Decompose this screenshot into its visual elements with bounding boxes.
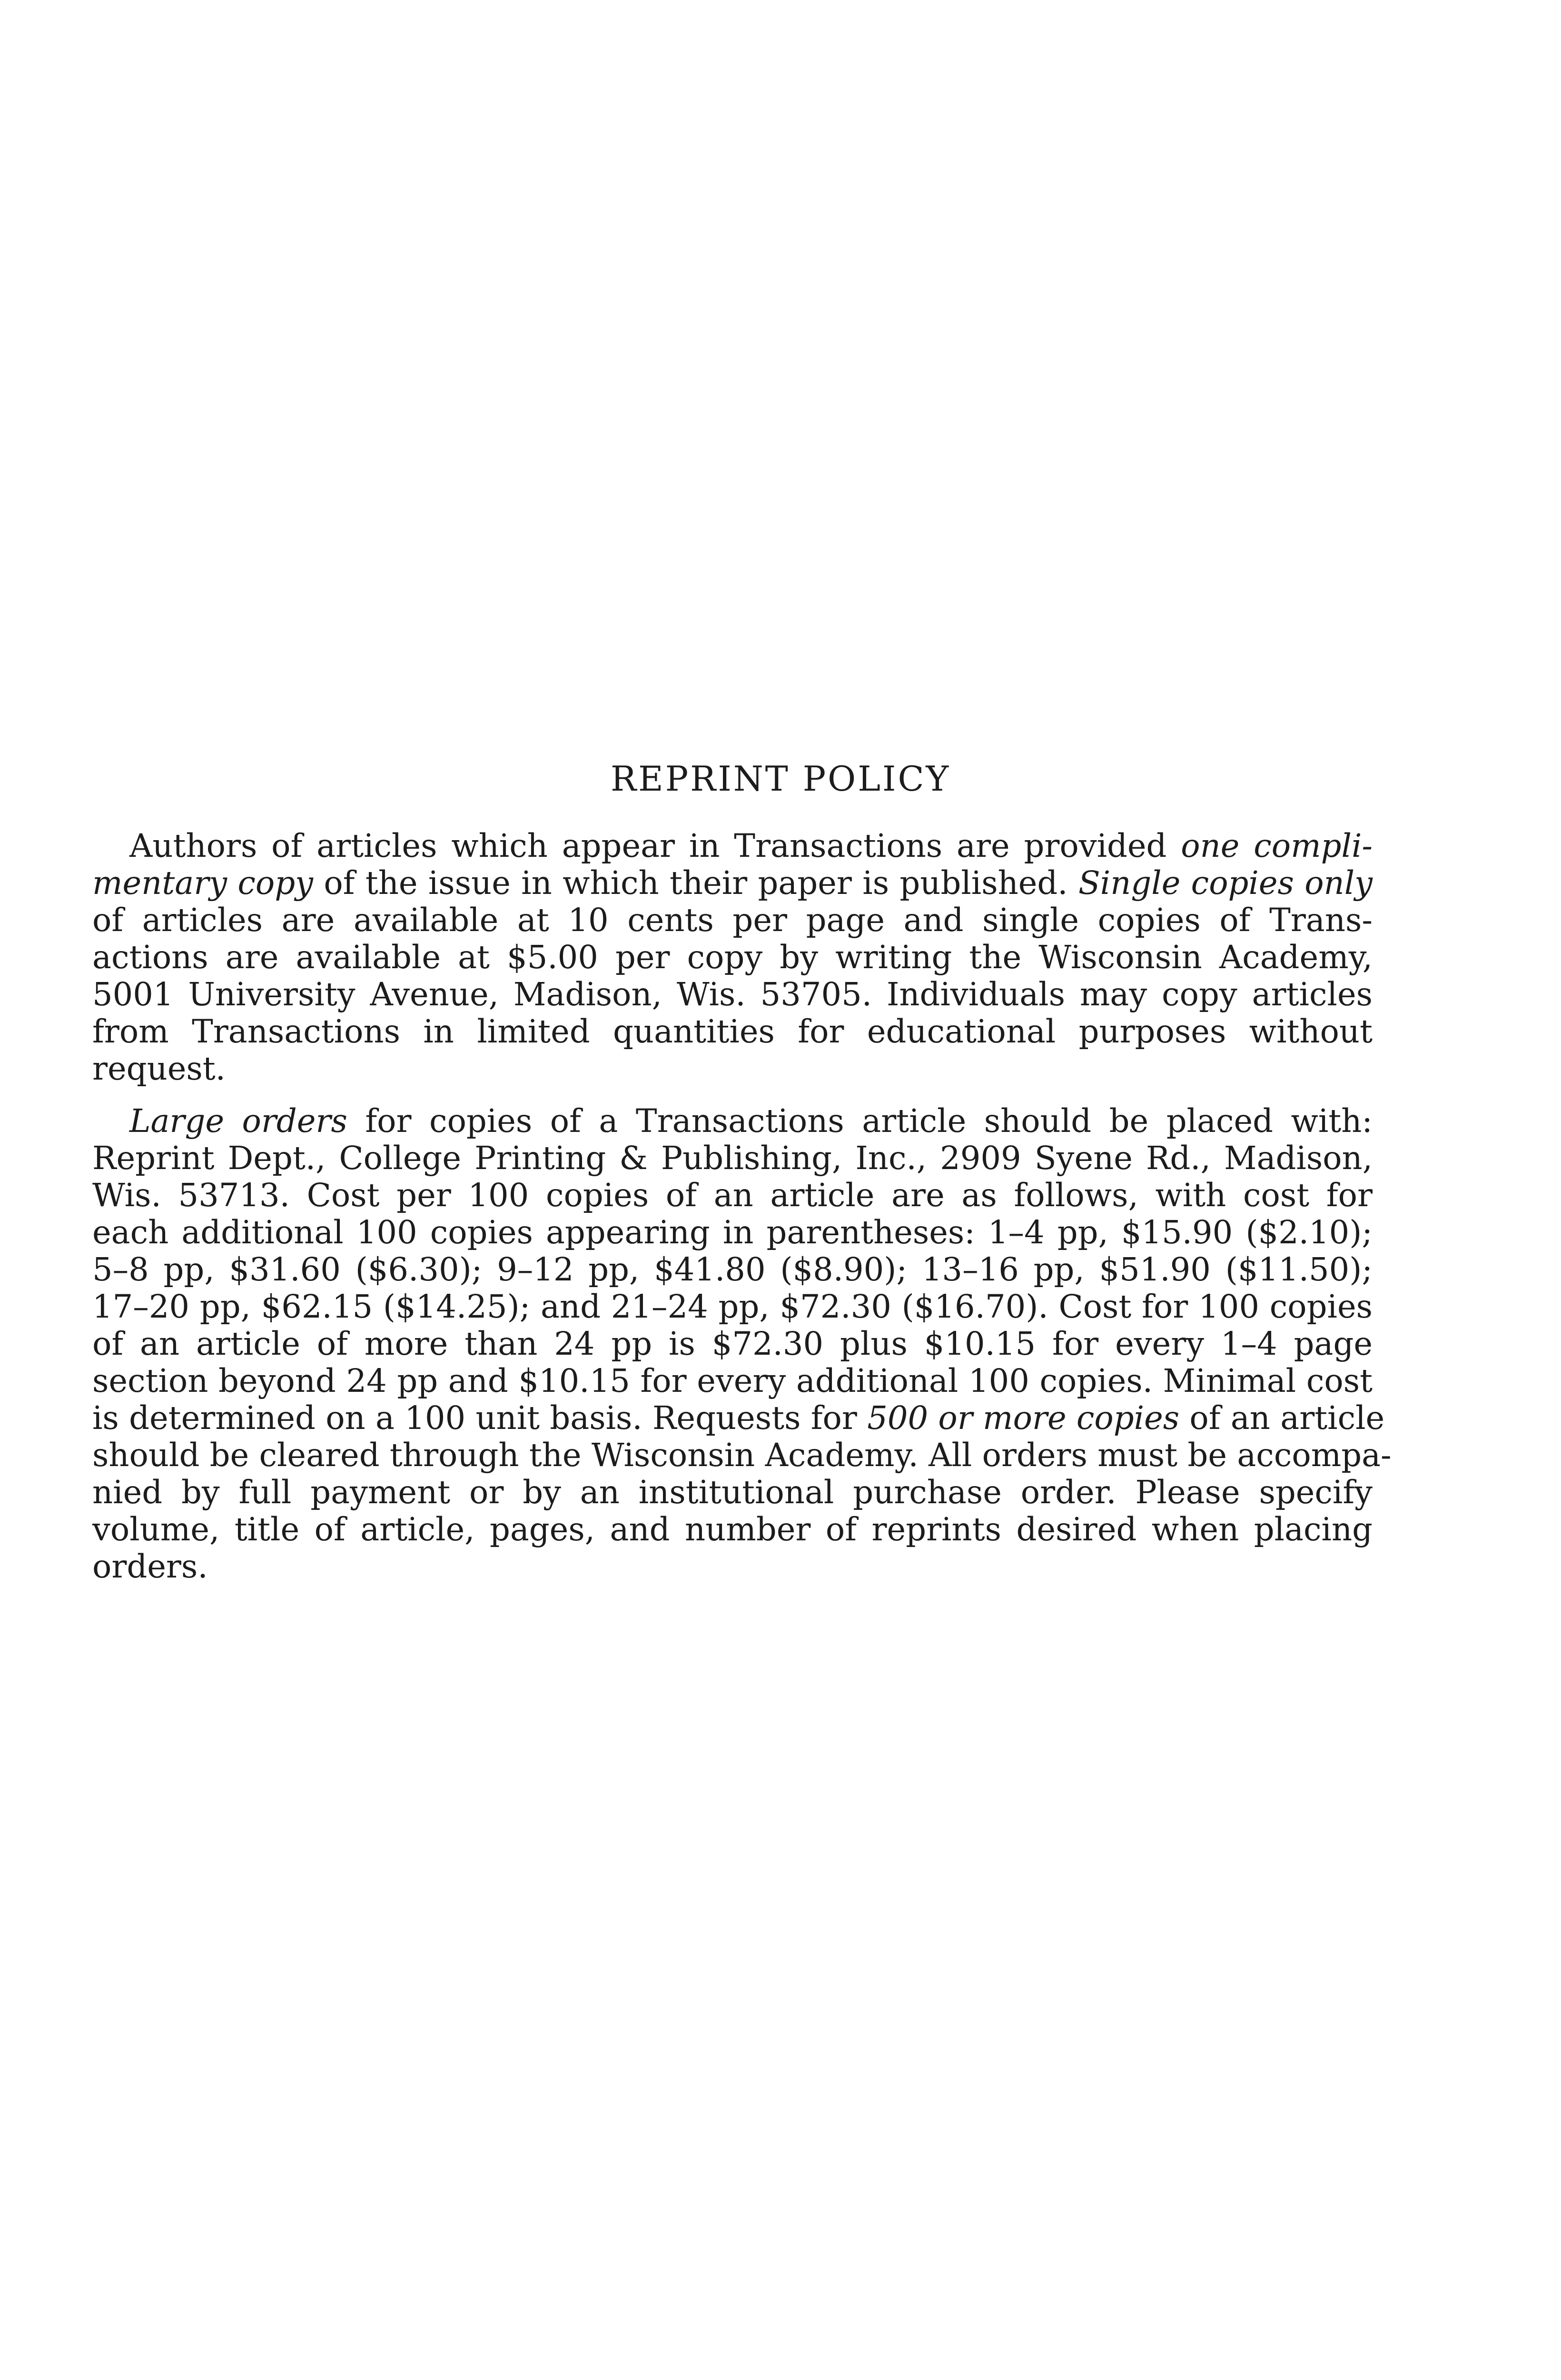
paragraph-line: orders.: [92, 1548, 208, 1585]
emphasis-text: one compli-: [1181, 827, 1373, 864]
paragraph-line: of articles are available at 10 cents per page and single copies of Trans-: [92, 902, 1373, 939]
emphasis-text: mentary copy: [92, 864, 314, 902]
paragraph-line: request.: [92, 1050, 226, 1087]
paragraph-line: [92, 1102, 1373, 1140]
text-run: for copies of a Transactions article should be placed with:: [347, 1102, 1373, 1140]
paragraph-line: from Transactions in limited quantities for educational purposes without: [92, 1013, 1373, 1050]
emphasis-text: 500 or more copies: [867, 1399, 1180, 1437]
paragraph-line: should be cleared through the Wisconsin Academy. All orders must be accompa-: [92, 1437, 1392, 1474]
text-run: Authors of articles which appear in Transactions are provided: [129, 827, 1181, 864]
paragraph-line: [92, 864, 1373, 902]
paragraph-line: [92, 827, 1373, 864]
paragraph-line: section beyond 24 pp and $10.15 for every additional 100 copies. Minimal cost: [92, 1362, 1373, 1399]
text-run: of the issue in which their paper is published.: [313, 864, 1078, 902]
paragraph-line: nied by full payment or by an institutional purchase order. Please specify: [92, 1474, 1373, 1511]
paragraph-line: Wis. 53713. Cost per 100 copies of an article are as follows, with cost for: [92, 1177, 1373, 1214]
paragraph-line: [92, 1399, 1385, 1437]
paragraph-line: of an article of more than 24 pp is $72.30 plus $10.15 for every 1–4 page: [92, 1325, 1373, 1362]
paragraph-large-orders: [92, 1102, 1392, 1585]
paragraph-line: 5001 University Avenue, Madison, Wis. 53705. Individuals may copy articles: [92, 976, 1373, 1013]
text-run: is determined on a 100 unit basis. Requests for: [92, 1399, 868, 1437]
emphasis-text: Single copies only: [1078, 864, 1373, 902]
paragraph-line: 17–20 pp, $62.15 ($14.25); and 21–24 pp, $72.30 ($16.70). Cost for 100 copies: [92, 1288, 1373, 1325]
paragraph-line: actions are available at $5.00 per copy by writing the Wisconsin Academy,: [92, 939, 1373, 976]
paragraph-line: volume, title of article, pages, and number of reprints desired when placing: [92, 1511, 1373, 1548]
paragraph-line: Reprint Dept., College Printing & Publishing, Inc., 2909 Syene Rd., Madison,: [92, 1140, 1373, 1177]
emphasis-text: Large orders: [129, 1102, 347, 1140]
page-title: REPRINT POLICY: [610, 759, 951, 799]
paragraph-line: 5–8 pp, $31.60 ($6.30); 9–12 pp, $41.80 ($8.90); 13–16 pp, $51.90 ($11.50);: [92, 1251, 1373, 1288]
paragraph-authors: [92, 827, 1373, 1087]
text-run: of an article: [1179, 1399, 1385, 1437]
paragraph-line: each additional 100 copies appearing in parentheses: 1–4 pp, $15.90 ($2.10);: [92, 1214, 1373, 1251]
